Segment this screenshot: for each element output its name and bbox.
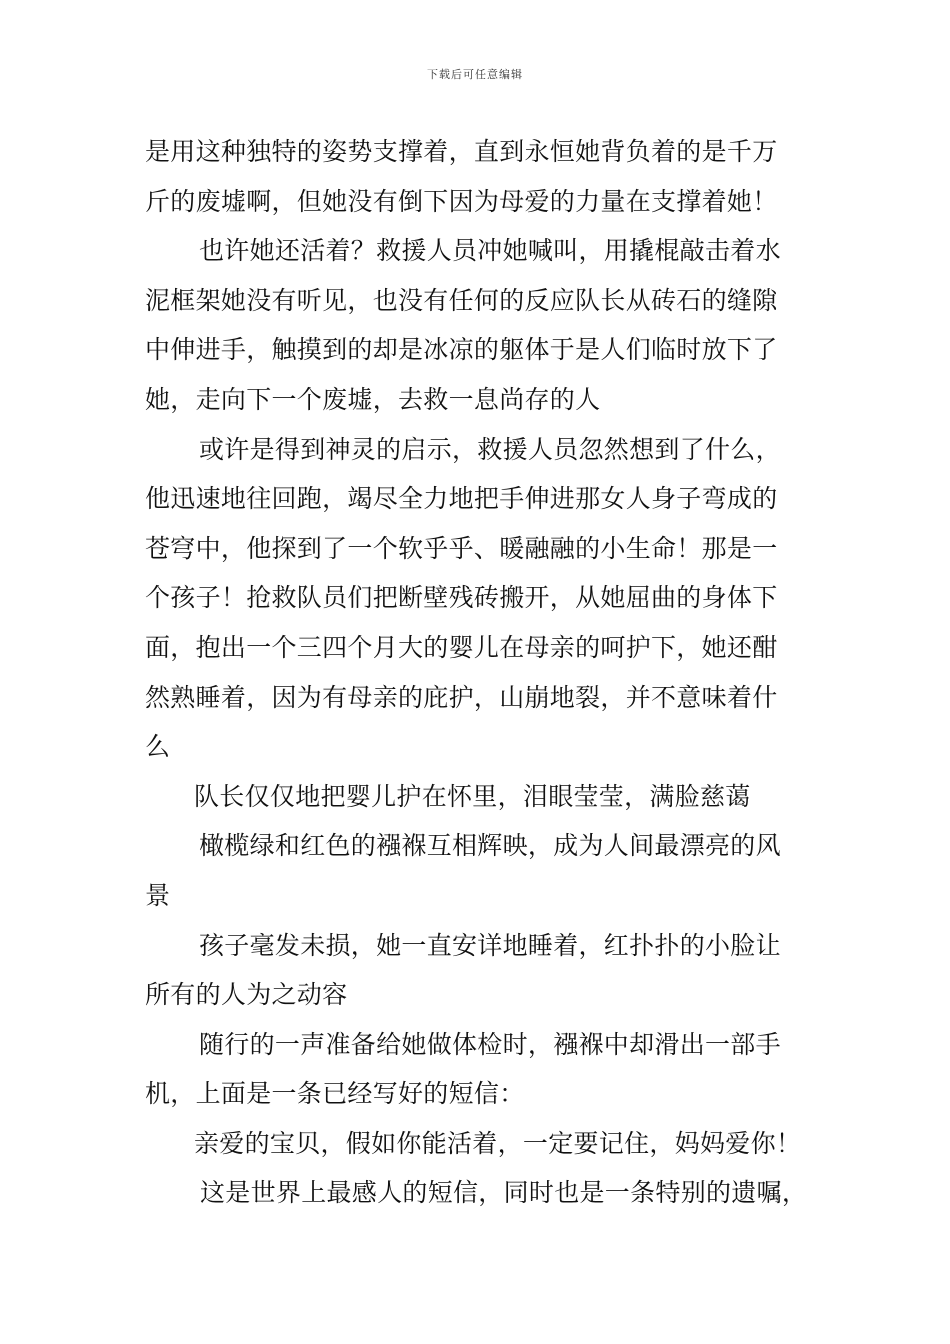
- text-line: 中伸进手，触摸到的却是冰凉的躯体于是人们临时放下了: [145, 335, 778, 365]
- text-line: 孩子毫发未损，她一直安详地睡着，红扑扑的小脸让: [199, 930, 781, 960]
- text-line: 随行的一声准备给她做体检时，襁褓中却滑出一部手: [199, 1029, 781, 1059]
- text-line: 么: [145, 732, 171, 762]
- text-line: 他迅速地往回跑，竭尽全力地把手伸进那女人身子弯成的: [145, 484, 778, 514]
- page-header: 下载后可任意编辑: [427, 68, 523, 81]
- text-line: 机，上面是一条已经写好的短信：: [145, 1079, 525, 1109]
- text-line: 景: [145, 880, 171, 910]
- text-line: 队长仅仅地把婴儿护在怀里，泪眼莹莹，满脸慈蔼: [194, 781, 751, 811]
- text-line: 然熟睡着，因为有母亲的庇护，山崩地裂，并不意味着什: [145, 682, 778, 712]
- document-body: [145, 127, 815, 1218]
- text-line: 橄榄绿和红色的襁褓互相辉映，成为人间最漂亮的风: [199, 831, 781, 861]
- text-line: 泥框架她没有听见，也没有任何的反应队长从砖石的缝隙: [145, 285, 778, 315]
- text-line: 也许她还活着？救援人员冲她喊叫，用撬棍敲击着水: [199, 236, 781, 266]
- text-line: 苍穹中，他探到了一个软乎乎、暖融融的小生命！那是一: [145, 533, 778, 563]
- text-line: 个孩子！抢救队员们把断壁残砖搬开，从她屈曲的身体下: [145, 583, 778, 613]
- text-line: 或许是得到神灵的启示，救援人员忽然想到了什么，: [199, 434, 781, 464]
- text-line: 是用这种独特的姿势支撑着，直到永恒她背负着的是千万: [145, 137, 778, 166]
- text-line: 亲爱的宝贝，假如你能活着，一定要记住，妈妈爱你！: [194, 1128, 802, 1158]
- text-line: 她，走向下一个废墟，去救一息尚存的人: [145, 384, 601, 414]
- text-line: 这是世界上最感人的短信，同时也是一条特别的遗嘱，: [200, 1178, 808, 1208]
- text-line: 面，抱出一个三四个月大的婴儿在母亲的呵护下，她还酣: [145, 632, 778, 662]
- text-line: 斤的废墟啊，但她没有倒下因为母爱的力量在支撑着她！: [145, 186, 778, 216]
- text-line: 所有的人为之动容: [145, 980, 348, 1010]
